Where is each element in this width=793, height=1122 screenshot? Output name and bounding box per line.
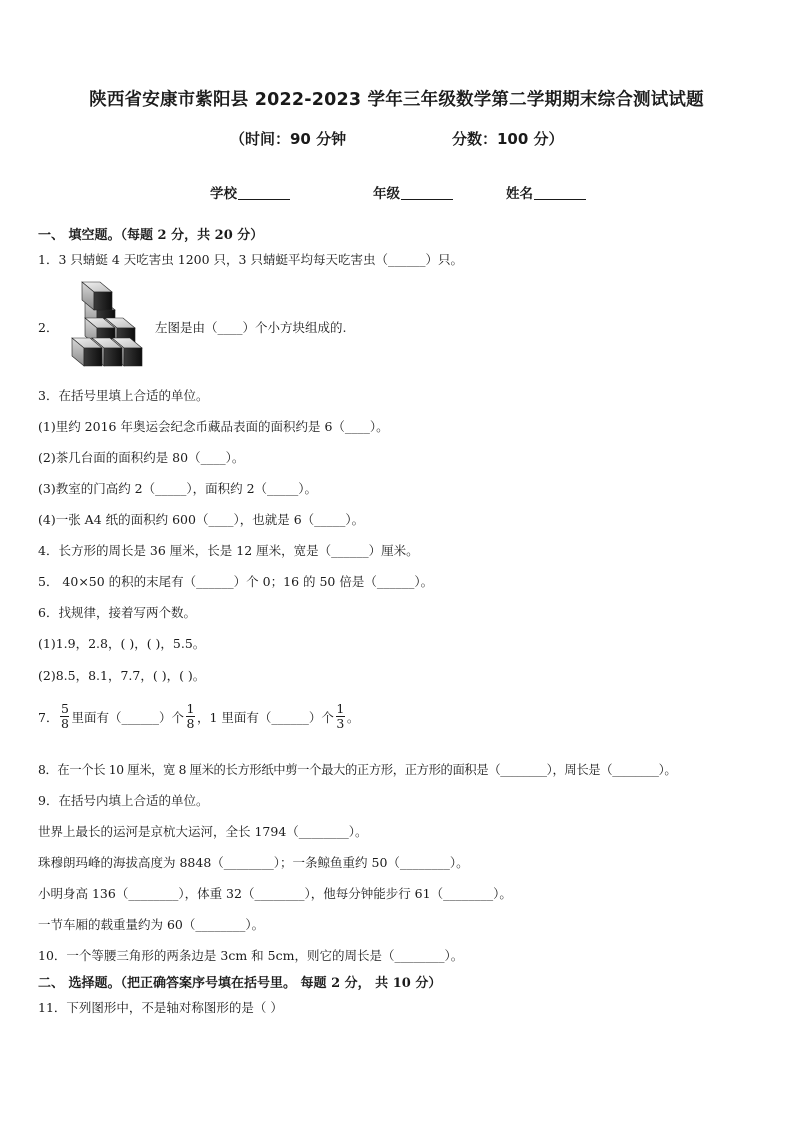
q7-number: 7． [38,709,59,725]
name-label: 姓名 [506,186,533,202]
section-1-title: 一、 填空题。（每题 2 分，共 20 分） [38,228,264,243]
school-blank [238,185,290,200]
fraction-5-8 [60,702,69,731]
question-10: 10．一个等腰三角形的两条边是 3cm 和 5cm，则它的周长是（________）。 [38,948,464,963]
question-4: 4．长方形的周长是 36 厘米，长是 12 厘米，宽是（______）厘米。 [38,543,419,558]
school-field [210,182,290,202]
question-11: 11．下列图形中，不是轴对称图形的是（ ） [38,1000,283,1015]
question-3-3: (3)教室的门高约 2（_____），面积约 2（_____）。 [38,481,318,496]
cubes-figure [58,278,154,370]
exam-score: 分数：100 分） [452,130,564,148]
exam-time: （时间：90 分钟 [230,130,347,148]
name-field [506,182,586,202]
school-label: 学校 [210,186,237,202]
question-6: 6．找规律，接着写两个数。 [38,605,196,620]
question-6-2: (2)8.5，8.1，7.7，( )，( )。 [38,668,206,683]
q7-text-2: ，1 里面有（______）个 [196,709,334,725]
section-2-title: 二、 选择题。（把正确答案序号填在括号里。 每题 2 分， 共 10 分） [38,976,442,991]
question-3-1: (1)里约 2016 年奥运会纪念币藏品表面的面积约是 6（____）。 [38,419,389,434]
fraction-1-3 [336,702,345,731]
grade-field [373,182,453,202]
question-9-3: 小明身高 136（________），体重 32（________），他每分钟能步行 61（________）。 [38,886,512,901]
question-2: 左图是由（____）个小方块组成的. [155,320,347,335]
frac-num: 1 [186,701,195,716]
frac-den: 3 [336,716,345,731]
question-5: 5． 40×50 的积的末尾有（______）个 0；16 的 50 倍是（______）。 [38,574,434,589]
frac-den: 8 [60,716,69,731]
grade-blank [401,185,453,200]
question-1: 1．3 只蜻蜓 4 天吃害虫 1200 只，3 只蜻蜓平均每天吃害虫（______）只。 [38,252,463,267]
grade-label: 年级 [373,186,400,202]
question-9-2: 珠穆朗玛峰的海拔高度为 8848（________）；一条鲸鱼重约 50（________）。 [38,855,469,870]
name-blank [534,185,586,200]
frac-den: 8 [186,716,195,731]
page-title: 陕西省安康市紫阳县 2022-2023 学年三年级数学第二学期期末综合测试试题 [89,90,704,110]
q7-text-3: 。 [346,709,360,725]
question-3-4: (4)一张 A4 纸的面积约 600（____），也就是 6（_____）。 [38,512,365,527]
question-3: 3．在括号里填上合适的单位。 [38,388,209,403]
question-8: 8．在一个长 10 厘米，宽 8 厘米的长方形纸中剪一个最大的正方形，正方形的面积是（________），周长是（________）。 [38,763,677,777]
question-3-2: (2)茶几台面的面积约是 80（____）。 [38,450,245,465]
question-9-4: 一节车厢的载重量约为 60（________）。 [38,917,265,932]
question-9: 9．在括号内填上合适的单位。 [38,793,209,808]
frac-num: 5 [60,701,69,716]
fraction-1-8 [186,702,195,731]
question-9-1: 世界上最长的运河是京杭大运河，全长 1794（________）。 [38,824,368,839]
question-2-number: 2． [38,320,59,335]
q7-text-1: 里面有（______）个 [71,709,184,725]
question-6-1: (1)1.9，2.8，( )，( )，5.5。 [38,636,206,651]
frac-num: 1 [336,701,345,716]
question-7 [38,702,359,731]
